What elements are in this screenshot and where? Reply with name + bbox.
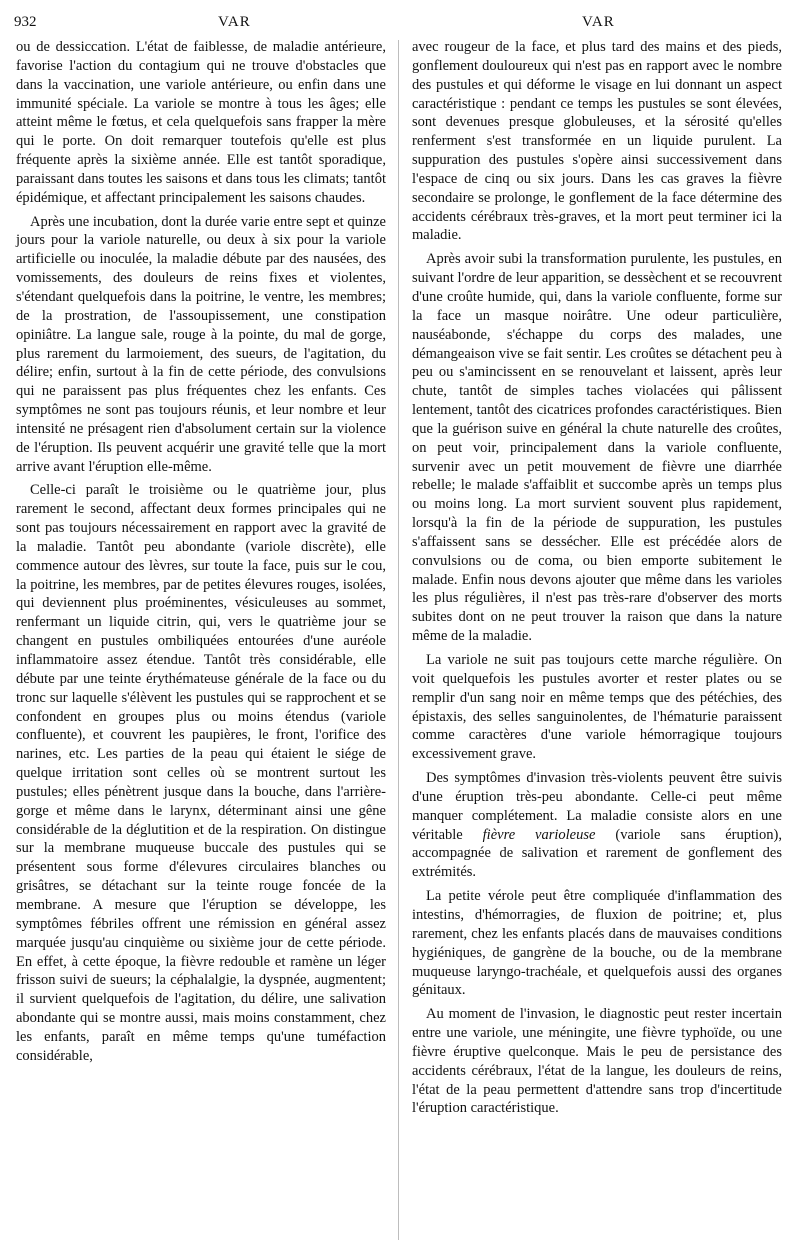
running-head-left: VAR [218,14,251,30]
paragraph: ou de dessiccation. L'état de faiblesse, de maladie antérieure, favorise l'action du contagium qui ne trouve d'obstacles que dans la vaccination, une variole antérieure, ou enfin dans une immunité spéciale. La variole se montre à tous les âges; elle atteint même le fœtus, et cela quelquefois sans frapper la mère qui le porte. On doit remarquer toutefois qu'elle est plus fréquente après la sixième année. Elle est tantôt sporadique, paraissant dans toutes les saisons et dans tous les climats; tantôt épidémique, et affectant principalement les saisons chaudes. [16,39,386,206]
left-column [16,38,386,1071]
paragraph-text: Des symptômes d'invasion très-violents peuvent être suivis d'une éruption très-peu abondante. Celle-ci peut même manquer complétement. La maladie consiste alors en une véritable [412,770,782,843]
paragraph: Après une incubation, dont la durée varie entre sept et quinze jours pour la variole naturelle, ou deux à six pour la variole artificielle ou inoculée, la maladie débute par des nausées, des vomissements, des douleurs de reins fixes et violentes, s'étendant quelquefois dans la poitrine, le ventre, les membres; de la prostration, de l'assoupissement, une constipation opiniâtre. La langue sale, rouge à la pointe, du mal de gorge, plus rarement du larmoiement, des sueurs, de l'agitation, du délire; enfin, surtout à la fin de cette période, des convulsions qui ne paraissent pas plus fréquentes chez les enfants. Ces symptômes ne sont pas toujours réunis, et leur nombre et leur intensité ne présagent rien d'absolument certain sur la violence de l'éruption. Ils peuvent acquérir une gravité telle que la mort arrive avant l'éruption elle-même. [16,213,386,475]
paragraph [412,769,782,882]
column-divider [398,40,399,1240]
running-head-right: VAR [582,14,615,30]
paragraph: La variole ne suit pas toujours cette marche régulière. On voit quelquefois les pustules avorter et rester plates ou se remplir d'un sang noir en même temps que des pétéchies, des épistaxis, des selles sanguinolentes, de l'hématurie paraissent comme caractères d'une variole hémorragique toujours excessivement grave. [412,652,782,763]
paragraph: Celle-ci paraît le troisième ou le quatrième jour, plus rarement le second, affectant deux formes principales qui ne sont pas toujours nécessairement en rapport avec la gravité de la maladie. Tantôt peu abondante (variole discrète), elle commence autour des lèvres, sur toute la face, puis sur le cou, la poitrine, les membres, par de petites élevures rouges, isolées, qui deviennent plus proéminentes, vésiculeuses au sommet, renfermant un liquide citrin, qui, vers le quatrième jour se changent en pustules ombiliquées entourées d'une auréole inflammatoire assez étendue. Tantôt très considérable, elle débute par une teinte érythémateuse générale de la face ou du tronc sur laquelle s'élèvent les pustules qui se rapprochent et se confondent en groupes plus ou moins étendus (variole confluente), et couvrent les paupières, le front, l'orifice des narines, etc. Les parties de la peau qui étaient le siége de quelque irritation sont celles où se montrent surtout les pustules; elles pénètrent jusque dans la bouche, dans l'arrière-gorge et même dans le larynx, déterminant ainsi une gêne considérable de la déglutition et de la respiration. On distingue sur la membrane muqueuse buccale des pustules qui se présentent sous forme d'élevures circulaires blanches ou grisâtres, se détachant sur la teinte rouge foncée de la membrane. A mesure que l'éruption se développe, les symptômes fébriles offrent une rémission en général assez marquée jusqu'au cinquième ou sixième jour de cette période. En effet, à cette époque, la fièvre redouble et ramène un léger frisson suivi de sueurs; la céphalalgie, la dyspnée, augmentent; il survient quelquefois de l'agitation, du délire, une salivation abondante qui se montre aussi, mais moins constamment, chez les enfants, paraît en même temps qu'une tuméfaction considérable, [16,482,386,1064]
paragraph-text: (variole sans éruption), accompagnée de salivation et rarement de gonflement des extrémités. [412,826,783,881]
paragraph: Au moment de l'invasion, le diagnostic peut rester incertain entre une variole, une méningite, une fièvre typhoïde, ou une fièvre éruptive quelconque. Mais le peu de persistance des accidents cérébraux, l'état de la langue, les douleurs de reins, l'état de la peau permettent d'attendre sans trop d'incertitude l'éruption caractéristique. [412,1006,782,1117]
paragraph: avec rougeur de la face, et plus tard des mains et des pieds, gonflement douloureux qui n'est pas en rapport avec le nombre des pustules et qui déforme le visage en lui donnant un aspect caractéristique : pendant ce temps les pustules se sont élevées, sont devenues presque globuleuses, et la sérosité qu'elles renferment s'est transformée en un liquide purulent. La suppuration des pustules s'opère ainsi successivement dans l'espace de cinq ou six jours. Dans les cas graves la fièvre secondaire se prolonge, le gonflement de la face détermine des accidents cérébraux très-graves, et la mort peut terminer ici la maladie. [412,39,782,244]
italic-term: fièvre varioleuse [482,826,596,843]
paragraph: Après avoir subi la transformation purulente, les pustules, en suivant l'ordre de leur apparition, se dessèchent et se recouvrent d'une croûte humide, qui, dans la variole confluente, forme sur la face un masque noirâtre. Une odeur particulière, nauséabonde, s'échappe du corps des malades, une démangeaison vive se fait sentir. Les croûtes se détachent peu à peu ou s'amincissent en se renouvelant et laissent, après leur chute, tantôt de simples taches violacées qui pâlissent lentement, tantôt des cicatrices profondes caractéristiques. Bien que la guérison suive en général la chute naturelle des croûtes, on peut voir, principalement dans la variole confluente, survenir avec un petit mouvement de fièvre une diarrhée rebelle; le malade s'affaiblit et succombe après un temps plus ou moins long. La mort survient souvent plus rapidement, lorsqu'à la fin de la période de suppuration, les pustules s'affaissent sans se dessécher. Elle est précédée alors de convulsions ou de coma, ou bien emporte subitement le malade. Enfin nous devons ajouter que même dans les varioles les plus régulières, il n'est pas très-rare d'observer des morts subites dont on ne peut trouver la raison que dans la nature même de la maladie. [412,251,782,645]
paragraph: La petite vérole peut être compliquée d'inflammation des intestins, d'hémorragies, de fluxion de poitrine; et, plus rarement, chez les enfants placés dans de mauvaises conditions hygiéniques, de gangrène de la bouche, ou de la membrane muqueuse laryngo-trachéale, et quelquefois aussi des organes génitaux. [412,888,782,999]
page-number: 932 [14,14,37,30]
right-column [412,38,782,1123]
